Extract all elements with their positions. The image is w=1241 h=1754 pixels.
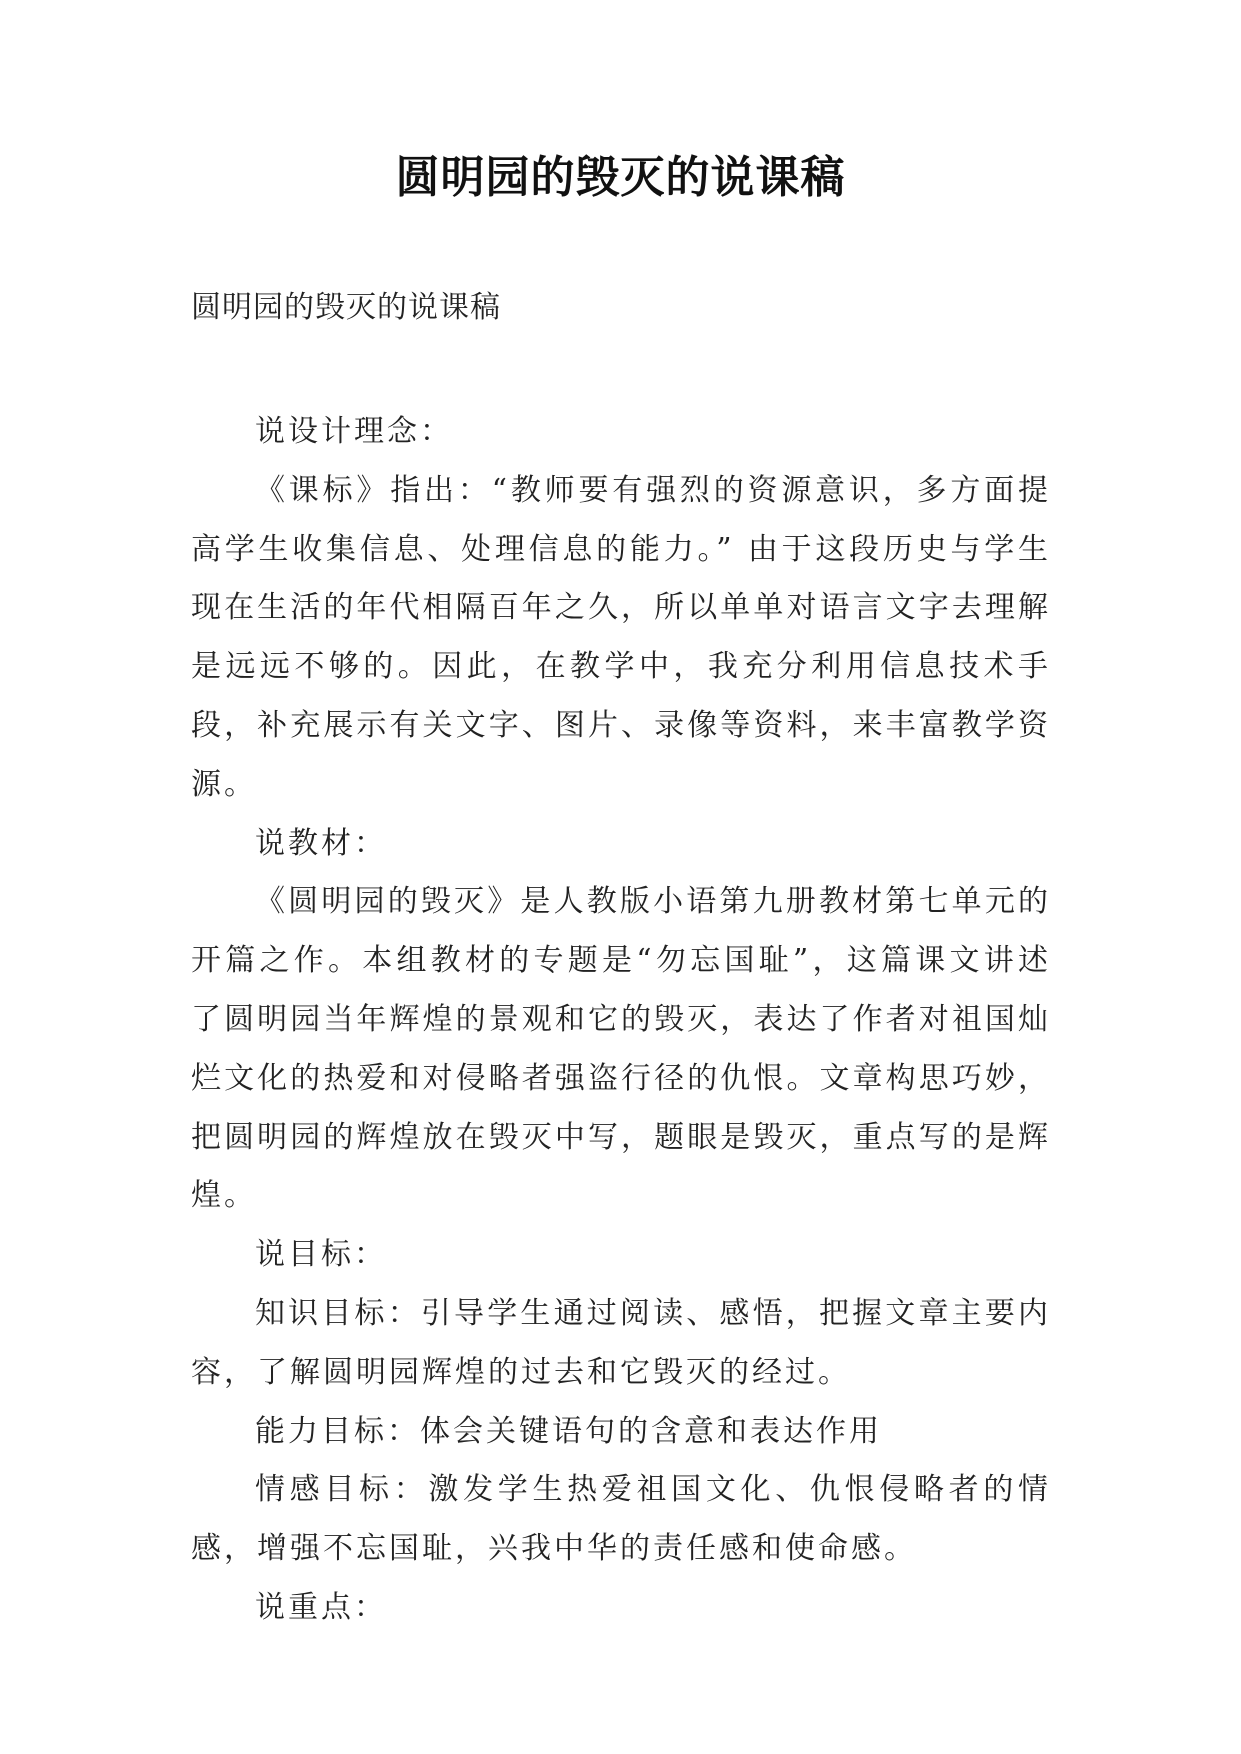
paragraph-design-concept: 《课标》指出：“教师要有强烈的资源意识，多方面提高学生收集信息、处理信息的能力。” 由于这段历史与学生现在生活的年代相隔百年之久，所以单单对语言文字去理解是远远不够的。因此，在教学中，我充分利用信息技术手段，补充展示有关文字、图片、录像等资料，来丰富教学资源。	[191, 472, 1051, 802]
heading-textbook: 说教材：	[255, 825, 387, 861]
paragraph-emotion-goal: 情感目标：激发学生热爱祖国文化、仇恨侵略者的情感，增强不忘国耻，兴我中华的责任感和使命感。	[191, 1472, 1051, 1567]
document-body	[191, 403, 1051, 1638]
heading-key-points: 说重点：	[255, 1589, 387, 1625]
heading-goals: 说目标：	[255, 1237, 387, 1273]
paragraph-knowledge-goal: 知识目标：引导学生通过阅读、感悟，把握文章主要内容，了解圆明园辉煌的过去和它毁灭的经过。	[191, 1295, 1051, 1390]
document-title: 圆明园的毁灭的说课稿	[395, 152, 846, 203]
heading-design-concept: 说设计理念：	[255, 414, 453, 449]
paragraph-ability-goal: 能力目标：体会关键语句的含意和表达作用	[255, 1413, 882, 1449]
document-subtitle: 圆明园的毁灭的说课稿	[191, 290, 501, 325]
paragraph-textbook: 《圆明园的毁灭》是人教版小语第九册教材第七单元的开篇之作。本组教材的专题是“勿忘国耻”，这篇课文讲述了圆明园当年辉煌的景观和它的毁灭，表达了作者对祖国灿烂文化的热爱和对侵略者强盗行径的仇恨。文章构思巧妙，把圆明园的辉煌放在毁灭中写，题眼是毁灭，重点写的是辉煌。	[191, 884, 1051, 1214]
